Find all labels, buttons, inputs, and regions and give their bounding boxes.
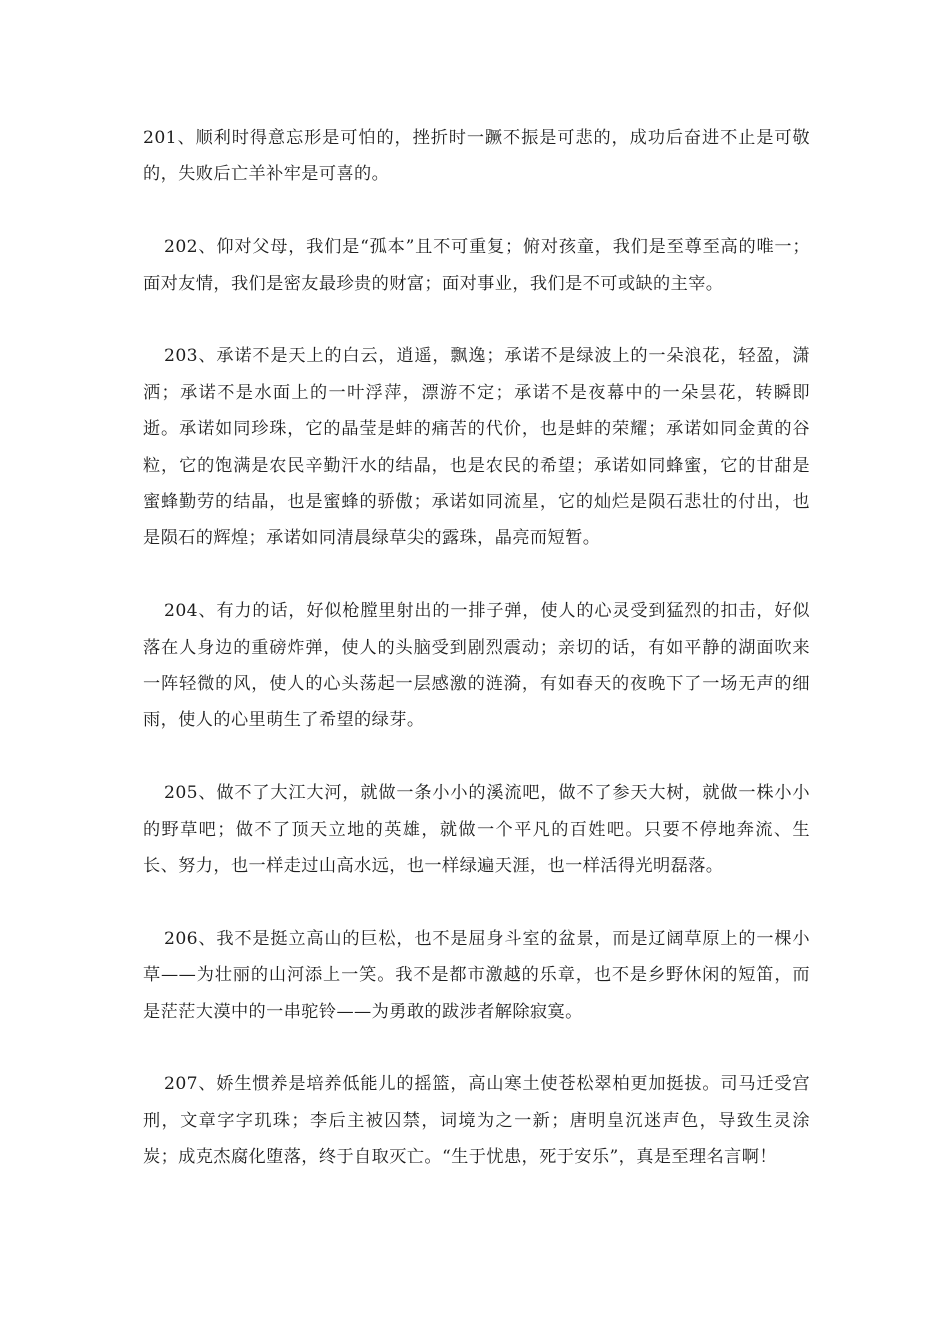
document-body: [143, 120, 810, 1176]
paragraph-205: 205、做不了大江大河，就做一条小小的溪流吧，做不了参天大树，就做一株小小的野草吧；做不了顶天立地的英雄，就做一个平凡的百姓吧。只要不停地奔流、生长、努力，也一样走过山高水远，也一样绿遍天涯，也一样活得光明磊落。: [143, 783, 810, 877]
paragraph-202: 202、仰对父母，我们是“孤本”且不可重复；俯对孩童，我们是至尊至高的唯一；面对友情，我们是密友最珍贵的财富；面对事业，我们是不可或缺的主宰。: [143, 237, 810, 294]
paragraph-204: 204、有力的话，好似枪膛里射出的一排子弹，使人的心灵受到猛烈的扣击，好似落在人身边的重磅炸弹，使人的头脑受到剧烈震动；亲切的话，有如平静的湖面吹来一阵轻微的风，使人的心头荡起一层感激的涟漪，有如春天的夜晚下了一场无声的细雨，使人的心里萌生了希望的绿芽。: [143, 601, 810, 731]
paragraph-206: 206、我不是挺立高山的巨松，也不是屈身斗室的盆景，而是辽阔草原上的一棵小草——为壮丽的山河添上一笑。我不是都市激越的乐章，也不是乡野休闲的短笛，而是茫茫大漠中的一串驼铃——为勇敢的跋涉者解除寂寞。: [143, 928, 810, 1022]
paragraph-203: 203、承诺不是天上的白云，逍遥，飘逸；承诺不是绿波上的一朵浪花，轻盈，潇洒；承诺不是水面上的一叶浮萍，漂游不定；承诺不是夜幕中的一朵昙花，转瞬即逝。承诺如同珍珠，它的晶莹是蚌的痛苦的代价，也是蚌的荣耀；承诺如同金黄的谷粒，它的饱满是农民辛勤汗水的结晶，也是农民的希望；承诺如同蜂蜜，它的甘甜是蜜蜂勤劳的结晶，也是蜜蜂的骄傲；承诺如同流星，它的灿烂是陨石悲壮的付出，也是陨石的辉煌；承诺如同清晨绿草尖的露珠，晶亮而短暂。: [143, 346, 810, 549]
paragraph-207: 207、娇生惯养是培养低能儿的摇篮，高山寒土使苍松翠柏更加挺拔。司马迁受宫刑，文章字字玑珠；李后主被囚禁，词境为之一新；唐明皇沉迷声色，导致生灵涂炭；成克杰腐化堕落，终于自取灭亡。“生于忧患，死于安乐”，真是至理名言啊！: [143, 1074, 810, 1168]
paragraph-201: 201、顺利时得意忘形是可怕的，挫折时一蹶不振是可悲的，成功后奋进不止是可敬的，失败后亡羊补牢是可喜的。: [143, 128, 810, 185]
